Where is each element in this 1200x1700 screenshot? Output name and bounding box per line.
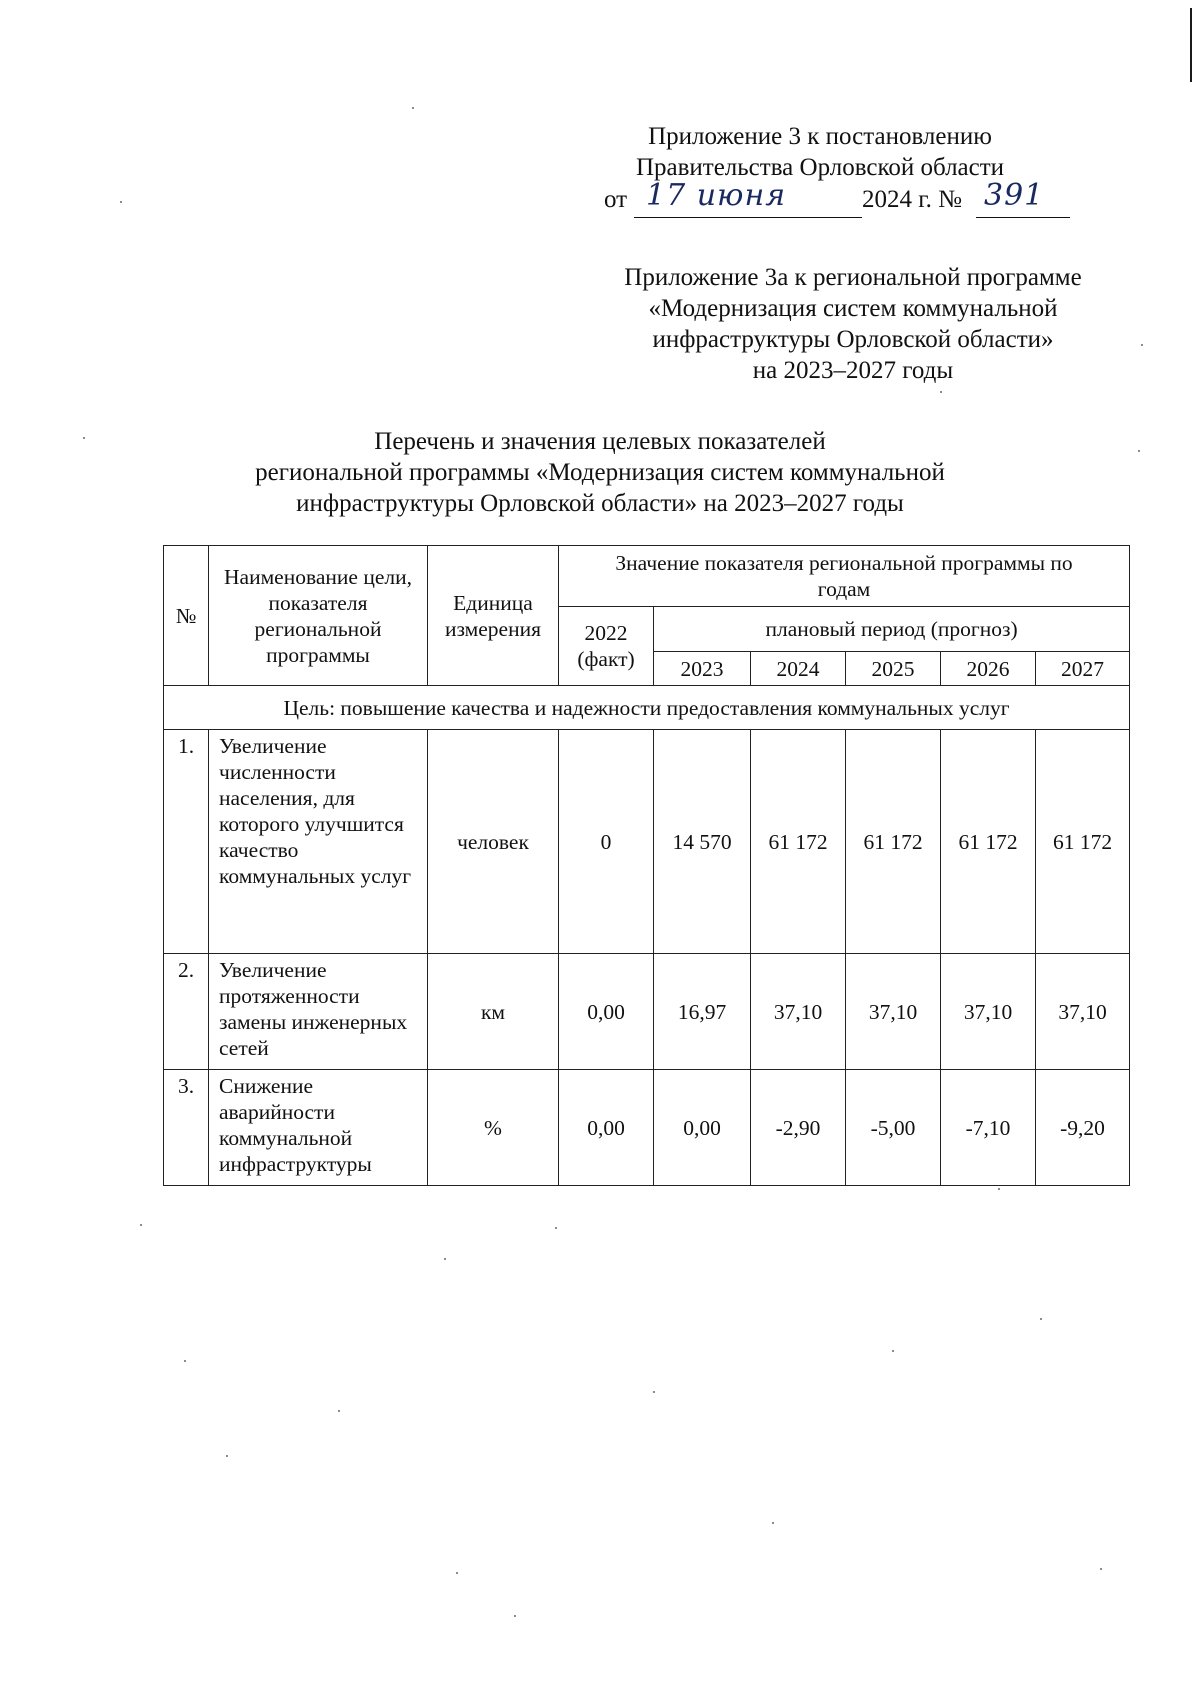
indicator-unit: человек [428, 730, 559, 954]
header-year-2025: 2025 [846, 652, 941, 686]
value-2025: 37,10 [846, 954, 941, 1070]
value-2027: 61 172 [1036, 730, 1130, 954]
header-unit: Единица измерения [428, 546, 559, 686]
approval-ot-label: от [604, 186, 628, 213]
handwritten-date: 17 июня [646, 178, 787, 213]
indicator-name: Увеличение численности населения, для которого улучшится качество коммунальных услуг [209, 730, 428, 954]
indicator-unit: % [428, 1070, 559, 1186]
header-year-2023: 2023 [654, 652, 751, 686]
indicators-table [163, 545, 1130, 1186]
value-2026: 37,10 [941, 954, 1036, 1070]
header-year-2027: 2027 [1036, 652, 1130, 686]
table-row [164, 730, 1130, 954]
approval-line-1: Приложение 3 к постановлению [648, 123, 992, 150]
handwritten-number: 391 [984, 178, 1045, 213]
annex-line-1: Приложение 3а к региональной программе [624, 264, 1082, 291]
value-2023: 0,00 [654, 1070, 751, 1186]
title-line-1: Перечень и значения целевых показателей [374, 428, 826, 455]
goal-row: Цель: повышение качества и надежности предоставления коммунальных услуг [164, 686, 1130, 730]
date-underline [634, 217, 862, 218]
value-2027: -9,20 [1036, 1070, 1130, 1186]
indicator-unit: км [428, 954, 559, 1070]
title-line-3: инфраструктуры Орловской области» на 2023–2027 годы [296, 490, 904, 517]
value-2023: 14 570 [654, 730, 751, 954]
row-number: 1. [164, 730, 209, 954]
header-year-2026: 2026 [941, 652, 1036, 686]
value-2024: 61 172 [751, 730, 846, 954]
header-no: № [164, 546, 209, 686]
table-row [164, 1070, 1130, 1186]
scan-edge-mark [1190, 8, 1192, 82]
value-2027: 37,10 [1036, 954, 1130, 1070]
header-name: Наименование цели, показателя региональной программы [209, 546, 428, 686]
value-2024: 37,10 [751, 954, 846, 1070]
value-2024: -2,90 [751, 1070, 846, 1186]
annex-line-4: на 2023–2027 годы [752, 357, 954, 384]
value-2025: -5,00 [846, 1070, 941, 1186]
header-plan: плановый период (прогноз) [654, 607, 1130, 652]
annex-header [588, 262, 1118, 386]
document-title [150, 426, 1050, 519]
value-2026: 61 172 [941, 730, 1036, 954]
value-2022: 0,00 [559, 1070, 654, 1186]
title-line-2: региональной программы «Модернизация систем коммунальной [255, 459, 945, 486]
header-values: Значение показателя региональной программы по годам [559, 546, 1130, 607]
number-underline [976, 217, 1070, 218]
indicator-name: Снижение аварийности коммунальной инфраструктуры [209, 1070, 428, 1186]
value-2025: 61 172 [846, 730, 941, 954]
value-2026: -7,10 [941, 1070, 1036, 1186]
row-number: 2. [164, 954, 209, 1070]
annex-line-2: «Модернизация систем коммунальной [648, 295, 1058, 322]
value-2022: 0,00 [559, 954, 654, 1070]
value-2023: 16,97 [654, 954, 751, 1070]
header-fact: 2022 (факт) [559, 607, 654, 686]
annex-line-3: инфраструктуры Орловской области» [652, 326, 1054, 353]
header-year-2024: 2024 [751, 652, 846, 686]
approval-line-2: Правительства Орловской области [635, 154, 1005, 181]
row-number: 3. [164, 1070, 209, 1186]
approval-year-label: 2024 г. № [862, 186, 963, 213]
approval-header [560, 121, 1080, 183]
value-2022: 0 [559, 730, 654, 954]
indicator-name: Увеличение протяженности замены инженерных сетей [209, 954, 428, 1070]
table-row [164, 954, 1130, 1070]
